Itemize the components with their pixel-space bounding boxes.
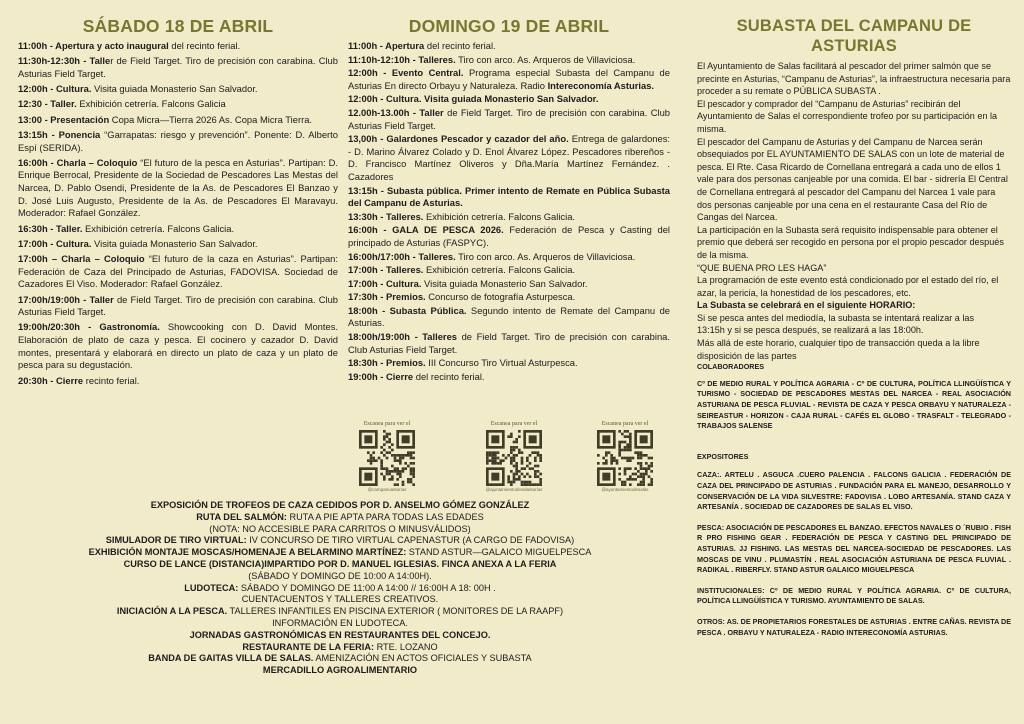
- activity-text: TALLERES INFANTILES EN PISCINA EXTERIOR ( MONITORES DE LA RAAPF): [227, 606, 564, 617]
- activities-block: [0, 500, 680, 677]
- schedule-text: Programa especial Subasta del Campanu de Asturias En directo Orbayu y Naturaleza. Radio: [348, 67, 670, 91]
- activity-title: EXHIBICIÓN MONTAJE MOSCAS/HOMENAJE A BELARMINO MARTÍNEZ:: [88, 547, 407, 558]
- activity-line: [0, 642, 680, 654]
- schedule-text: Exhibición cetrería. Falcons Galicia: [76, 98, 226, 110]
- activity-line: [0, 547, 680, 559]
- schedule-item: [18, 253, 338, 291]
- schedule-text: Exhibición cetrería. Falcons Galicia.: [423, 264, 576, 276]
- schedule-item: [18, 157, 338, 220]
- schedule-time: 13:15h - Ponencia: [18, 129, 101, 140]
- schedule-time: 20:30h - Cierre: [18, 374, 84, 386]
- activity-line: [0, 653, 680, 665]
- saturday-title: SÁBADO 18 DE ABRIL: [82, 16, 274, 36]
- schedule-text: “El futuro de la pesca en Asturias”. Partipan: D. Enrique Berrocal, Presidente de la Sociedad de Pescadores Las Mestas del Narcea, D. Pablo Osendi, Presidente de la As. de Pescadores El Banzao y D. José Luis Augusto, Presidente de la As. de Pescadores El Maravayu. Moderador: Rafael González.: [18, 156, 339, 219]
- horario-line: Si se pesca antes del mediodía, la subasta se intentará realizar a las: [697, 312, 975, 323]
- qr-caption: Escanea para ver el: [601, 421, 649, 427]
- activity-title: RUTA DEL SALMÓN:: [196, 511, 287, 522]
- subasta-title: SUBASTA DEL CAMPANU DE ASTURIAS: [736, 17, 972, 55]
- schedule-time: 17:00h - Talleres.: [348, 264, 424, 276]
- schedule-item: [18, 114, 338, 127]
- sunday-title: DOMINGO 19 DE ABRIL: [408, 16, 610, 36]
- schedule-time: 12:30 - Taller.: [18, 98, 77, 110]
- qr-code-icon: [597, 430, 653, 486]
- schedule-item: [18, 294, 338, 319]
- schedule-text: del recinto ferial.: [168, 40, 241, 51]
- subasta-paragraph: La participación en la Subasta será requisito indispensable para obtener el premio que deberá ser recogido en persona por el propio pescador después de la misma.: [697, 224, 1004, 260]
- schedule-text: Visita guiada Monasterio San Salvador.: [421, 277, 588, 289]
- schedule-text: “El futuro de la caza en Asturias”. Partipan: Federación de Caza del Principado de Asturias, FADOVISA. Sociedad de Cazadores El Viso. Moderador: Rafael González.: [18, 253, 338, 290]
- activity-line: [0, 524, 680, 536]
- schedule-item: [348, 67, 670, 92]
- activity-line: [0, 559, 680, 571]
- activity-title: JORNADAS GASTRONÓMICAS EN RESTAURANTES DEL CONCEJO.: [189, 629, 491, 640]
- expositores-pesca: PESCA: ASOCIACIÓN DE PESCADORES EL BANZAO. EFECTOS NAVALES O ´RUBIO . FISH R PRO FISHING GEAR . FEDERACIÓN DE PESCA Y CASTING DEL PRINCIPADO DE ASTURIAS. JJ FISHING. LAS MESTAS DEL NARCEA-SOCIEDAD DE PESCADORES. LAS MOSCAS DE VINU . PLUMASTÍN . REAL ASOCIACIÓN ASTURIANA DE PESCA FLUVIAL . RADIKAL . RIBERFLY. STAND ASTUR GALAICO MIGUELPESCA: [697, 522, 1011, 575]
- activity-title: RESTAURANTE DE LA FERIA:: [242, 641, 375, 652]
- activity-line: [0, 665, 680, 677]
- schedule-text: r de Field Target. Tiro de precisión con carabina. Club Asturias Field Target.: [18, 55, 338, 79]
- activity-text: RUTA A PIE APTA PARA TODAS LAS EDADES: [286, 511, 484, 522]
- activity-text: RTE. LOZANO: [374, 641, 438, 652]
- activity-text: AMENIZACIÓN EN ACTOS OFICIALES Y SUBASTA: [313, 653, 532, 664]
- schedule-time: 16:00h - Charla – Coloquio: [18, 156, 138, 168]
- qr-code-2[interactable]: [479, 420, 549, 492]
- expositores-title: EXPOSITORES: [697, 451, 749, 461]
- schedule-time: 12:00h - Evento Central.: [348, 67, 464, 79]
- schedule-time: 11:00h - Apertura: [348, 40, 425, 51]
- activity-line: [0, 618, 680, 630]
- schedule-text: Entrega de galardones: - D. Marino Álvarez Colado y D. Enol Álvarez López. Pescadores ribereños - D. Francisco Martínez Oliveros y Dña.María Martínez Fernández. . Cazadores: [348, 133, 670, 182]
- schedule-text: Tiro con arco. As. Arqueros de Villaviciosa.: [455, 53, 636, 65]
- schedule-text: Tiro con arco. As. Arqueros de Villaviciosa.: [455, 250, 636, 262]
- schedule-time: 17:30h - Premios.: [348, 291, 426, 303]
- schedule-item: [18, 55, 338, 80]
- activity-title: EXPOSICIÓN DE TROFEOS DE CAZA CEDIDOS POR D. ANSELMO GÓMEZ GONZÁLEZ: [150, 500, 530, 510]
- expositores-otros: OTROS: AS. DE PROPIETARIOS FORESTALES DE ASTURIAS . ENTRE CAÑAS. REVISTA DE PESCA . ORBAYU Y NATURALEZA - RADIO INTERECONOMÍA ASTURIAS.: [697, 616, 1011, 637]
- schedule-emphasis: Intereconomía Asturias.: [547, 79, 655, 91]
- horario-line: Más allá de este horario, cualquier tipo de transacción queda a la libre disposición de las partes: [697, 338, 980, 361]
- schedule-time: 18:30h - Premios.: [348, 357, 426, 369]
- colaboradores-text: Cº DE MEDIO RURAL Y POLÍTICA AGRARIA - Cº DE CULTURA, POLÍTICA LLINGÜÍSTICA Y TURISMO - SOCIEDAD DE PESCADORES MESTAS DEL NARCEA - REAL ASOCIACIÓN ASTURIANA DE PESCA FLUVIAL - REVISTA DE CAZA Y PESCA ORBAYU Y NATURALEZA - SEIREASTUR - HORIZON - CAJA RURAL - CAFÉS EL GLOBO - TRASFALT - TELEGRADO - TRABAJOS SALENSE: [697, 378, 1011, 431]
- activity-text: SÁBADO Y DOMINGO DE 11:00 A 14:00 // 16:00H A 18: 00H .: [238, 582, 496, 593]
- schedule-time: 17:00h - Cultura.: [18, 237, 92, 249]
- schedule-time: 16:30h - Taller.: [18, 222, 83, 234]
- activity-line: [0, 500, 680, 512]
- qr-code-icon: [486, 430, 542, 486]
- subasta-paragraph: La programación de este evento está condicionado por el estado del río, el azar, la pericia, la honestidad de los pescadores, etc.: [697, 275, 999, 298]
- schedule-text: del recinto ferial.: [413, 370, 485, 382]
- schedule-text: Visita guiada Monasterio San Salvador.: [91, 83, 258, 95]
- schedule-time: 11:00h - Apertura y acto inaugural: [18, 40, 169, 51]
- schedule-text: Concurso de fotografía Asturpesca.: [425, 291, 576, 303]
- schedule-time: 13:15h - Subasta pública. Primer intento de Remate en Pública Subasta del Campanu de Asturias.: [348, 184, 670, 209]
- schedule-time: 13,00h - Galardones Pescador y cazador del año.: [348, 133, 569, 145]
- schedule-item: [348, 331, 670, 356]
- schedule-text: Exhibición cetrería. Falcons Galicia.: [423, 210, 576, 222]
- subasta-paragraph: El pescador y comprador del “Campanu de Asturias” recibirán del Ayuntamiento de Salas el correspondiente trofeo por su participación en la misma.: [697, 98, 998, 134]
- expositores-caza: CAZA:. ARTELU . ASGUCA .CUERO PALENCIA . FALCONS GALICIA . FEDERACIÓN DE CAZA DEL PRINCIPADO DE ASTURIAS . FUNDACIÓN PARA EL MANEJO, DESARROLLO Y CONSERVACIÓN DE LA VIDA SILVESTRE: FADOVISA . LOBO ARTESANÍA. STAND CAZA Y ARTESANÍA . SOCIEDAD DE CAZADORES DE SALAS EL VISO.: [697, 470, 1011, 512]
- schedule-text: de Field Target. Tiro de precisión con carabina. Club Asturias Field Target.: [348, 106, 670, 131]
- schedule-item: [348, 40, 670, 53]
- schedule-item: [348, 278, 670, 291]
- schedule-item: [348, 107, 670, 132]
- activity-title: INICIACIÓN A LA PESCA.: [116, 606, 228, 617]
- saturday-column: [18, 0, 338, 390]
- expositores-institucionales: INSTITUCIONALES: Cº DE MEDIO RURAL Y POLÍTICA AGRARIA. Cº DE CULTURA, POLÍTICA LLINGÜÍSTICA Y TURISMO. AYUNTAMIENTO DE SALAS.: [697, 585, 1011, 606]
- activity-line: [0, 512, 680, 524]
- horario-lines: [697, 312, 1011, 362]
- schedule-time: 16:00h - GALA DE PESCA 2026.: [348, 224, 504, 236]
- schedule-text: Segundo intento de Remate del Campanu de Asturias.: [348, 304, 670, 329]
- schedule-text: “Garrapatas: riesgo y prevención”. Ponente: D. Alberto Espí (SERIDA).: [18, 129, 338, 153]
- schedule-time: 12:00h - Cultura. Visita guiada Monasterio San Salvador.: [348, 93, 599, 105]
- activity-title: LUDOTECA:: [184, 582, 239, 593]
- schedule-item: [18, 223, 338, 236]
- schedule-text: del recinto ferial.: [424, 40, 496, 51]
- schedule-item: [348, 305, 670, 330]
- horario-line: 13:15h y si se pesca después, se realizará a las 18:00h.: [697, 325, 924, 336]
- activity-text: STAND ASTUR—GALAICO MIGUELPESCA: [406, 547, 592, 558]
- activity-title: SIMULADOR DE TIRO VIRTUAL:: [105, 535, 247, 546]
- activity-title: BANDA DE GAITAS VILLA DE SALAS.: [148, 653, 314, 664]
- schedule-item: [348, 211, 670, 224]
- schedule-time: 13:30h - Talleres.: [348, 210, 424, 222]
- schedule-time: 19:00h/20:30h - Gastronomía.: [18, 321, 160, 333]
- activity-text: CUENTACUENTOS Y TALLERES CREATIVOS.: [241, 594, 439, 605]
- schedule-text: III Concurso Tiro Virtual Asturpesca.: [425, 357, 578, 369]
- schedule-item: [348, 185, 670, 210]
- schedule-item: [348, 251, 670, 264]
- qr-handle: @ayuntamientodesalas: [601, 487, 649, 492]
- saturday-schedule: [18, 40, 338, 387]
- qr-code-1[interactable]: [352, 420, 422, 492]
- schedule-item: [348, 93, 670, 106]
- schedule-item: [18, 129, 338, 154]
- activity-line: [0, 535, 680, 547]
- schedule-time: 11:10h-12:10h - Talleres.: [348, 53, 456, 65]
- activity-line: [0, 571, 680, 583]
- schedule-time: 11:30h-12:30h - Talle: [18, 55, 111, 67]
- horario-title: La Subasta se celebrará en el siguiente HORARIO:: [697, 300, 916, 311]
- activity-text: IV CONCURSO DE TIRO VIRTUAL CAPENASTUR (A CARGO DE FADOVISA): [246, 535, 575, 546]
- schedule-time: 19:00h - Cierre: [348, 370, 414, 382]
- qr-code-icon: [359, 430, 415, 486]
- activity-title: CURSO DE LANCE (DISTANCIA)IMPARTIDO POR D. MANUEL IGLESIAS. FINCA ANEXA A LA FERIA: [123, 558, 557, 569]
- schedule-text: Copa Micra—Tierra 2026 As. Copa Micra Tierra.: [109, 113, 313, 125]
- activity-text: (NOTA: NO ACCESIBLE PARA CARRITOS O MINUSVÁLIDOS): [209, 523, 471, 534]
- schedule-text: Visita guiada Monasterio San Salvador.: [91, 237, 258, 249]
- subasta-paragraph: El Ayuntamiento de Salas facilitará al pescador del primer salmón que se precinte en Asturias, “Campanu de Asturias”, la infraestructura necesaria para proceder a su remate o PÚBLICA SUBASTA .: [697, 61, 1011, 97]
- schedule-item: [348, 371, 670, 384]
- qr-handle: @campanuasturias: [367, 487, 407, 492]
- schedule-text: de Field Target. Tiro de precisión con carabina. Club Asturias Field Target.: [18, 293, 338, 318]
- activity-line: [0, 583, 680, 595]
- schedule-item: [348, 357, 670, 370]
- schedule-item: [18, 375, 338, 388]
- schedule-time: 17:00h – Charla – Coloquio: [18, 253, 145, 265]
- activity-line: [0, 606, 680, 618]
- schedule-text: Federación de Pesca y Casting del principado de Asturias (FASPYC).: [348, 224, 671, 248]
- schedule-item: [348, 133, 670, 183]
- schedule-time: 18:00h - Subasta Pública.: [348, 304, 467, 316]
- schedule-time: 12.00h-13.00h - Taller: [348, 106, 444, 118]
- qr-caption: Escanea para ver el: [363, 421, 411, 427]
- activity-line: [0, 630, 680, 642]
- schedule-text: recinto ferial.: [83, 374, 140, 386]
- colaboradores-title: COLABORADORES: [697, 362, 765, 372]
- qr-handle: @ajuntamientodesalasturias: [485, 487, 543, 492]
- activity-title: MERCADILLO AGROALIMENTARIO: [262, 665, 418, 676]
- subasta-paragraph: “QUE BUENA PRO LES HAGA”: [697, 262, 827, 273]
- subasta-column: [697, 0, 1011, 638]
- qr-code-row: [352, 420, 670, 512]
- subasta-paragraph: El pescador del Campanu de Asturias y del Campanu de Narcea serán obsequiados por EL AYUNTAMIENTO DE SALAS con un lote de material de pesca. El Rte. Casa Ricardo de Cornellana entregará a cada uno de ellos 1 vale para dos personas canjeable por una comida. El bar - sidrería El Central de Cornellana entregará al pescador del Campanu del Narcea 1 vale para dos personas canjeable por una cena en el restaurante Casa del Río de Cangas del Narcea.: [697, 136, 1008, 223]
- schedule-time: 16:00h/17:00h - Talleres.: [348, 250, 456, 262]
- schedule-item: [348, 224, 670, 249]
- qr-caption: Escanea para ver el: [490, 421, 538, 427]
- schedule-text: Showcooking con D. David Montes. Elaboración de plato de caza y pesca. El cocinero y cazador D. David montes, presentará y elaborará en directo un plato de caza y un plato de pesca para su degustación.: [18, 321, 338, 371]
- schedule-item: [348, 54, 670, 67]
- schedule-time: 13:00 - Presentación: [18, 113, 110, 125]
- schedule-item: [18, 40, 338, 53]
- schedule-item: [18, 321, 338, 371]
- schedule-item: [348, 264, 670, 277]
- schedule-item: [18, 98, 338, 111]
- activity-line: [0, 594, 680, 606]
- activity-text: INFORMACIÓN EN LUDOTECA.: [272, 617, 408, 628]
- schedule-item: [18, 238, 338, 251]
- schedule-time: 17:00h/19:00h - Taller: [18, 293, 114, 305]
- schedule-time: 12:00h - Cultura.: [18, 83, 92, 95]
- schedule-time: 17:00h - Cultura.: [348, 277, 422, 289]
- schedule-text: de Field Target. Tiro de precisión con carabina. Club Asturias Field Target.: [348, 331, 670, 355]
- sunday-column: [348, 0, 670, 384]
- activity-text: (SÁBADO Y DOMINGO DE 10:00 A 14:00H).: [248, 570, 432, 581]
- subasta-paragraphs: [697, 60, 1011, 299]
- schedule-item: [18, 83, 338, 96]
- schedule-time: 18:00h/19:00h - Talleres: [348, 331, 458, 343]
- qr-code-3[interactable]: [590, 420, 660, 492]
- schedule-item: [348, 291, 670, 304]
- sunday-schedule: [348, 40, 670, 383]
- schedule-text: Exhibición cetrería. Falcons Galicia.: [82, 222, 235, 234]
